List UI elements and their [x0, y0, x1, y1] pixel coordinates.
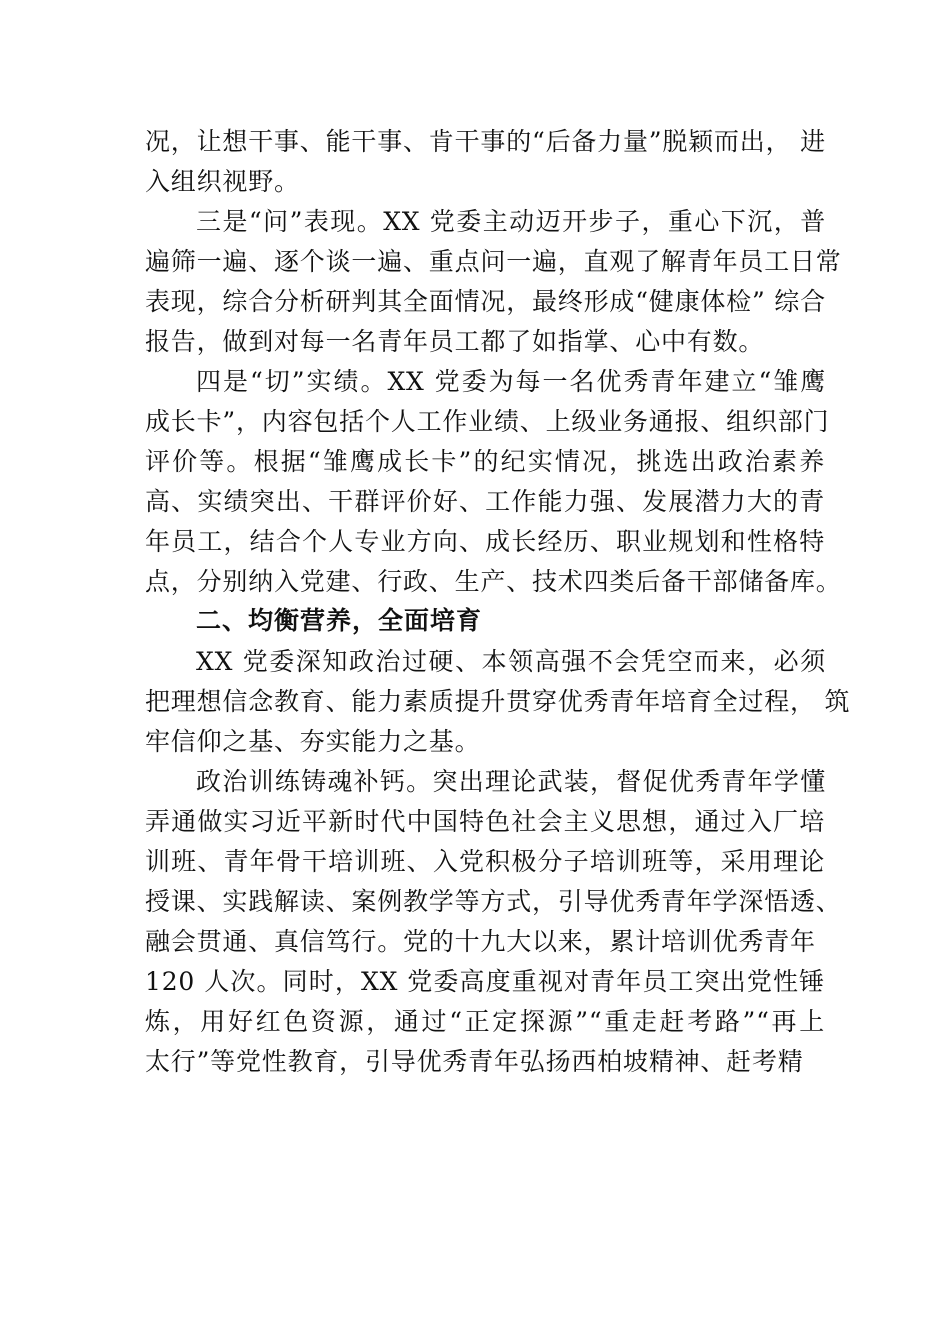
text-line: 炼，用好红色资源，通过“正定探源”“重走赶考路”“再上 — [145, 1007, 825, 1036]
text-line: 120 人次。同时，XX 党委高度重视对青年员工突出党性锤 — [145, 967, 825, 996]
text-line: 况，让想干事、能干事、肯干事的“后备力量”脱颖而出， 进 — [145, 127, 826, 156]
text-line: 太行”等党性教育，引导优秀青年弘扬西柏坡精神、赶考精 — [145, 1047, 804, 1076]
text-line: 报告，做到对每一名青年员工都了如指掌、心中有数。 — [145, 327, 765, 356]
text-line: 弄通做实习近平新时代中国特色社会主义思想，通过入厂培 — [145, 807, 825, 836]
text-line: 点，分别纳入党建、行政、生产、技术四类后备干部储备库。 — [145, 567, 842, 596]
text-line: 评价等。根据“雏鹰成长卡”的纪实情况，挑选出政治素养 — [145, 447, 825, 476]
text-line: 入组织视野。 — [145, 167, 300, 196]
text-line: 遍筛一遍、逐个谈一遍、重点问一遍，直观了解青年员工日常 — [145, 247, 842, 276]
text-line: 成长卡”，内容包括个人工作业绩、上级业务通报、组织部门 — [145, 407, 830, 436]
paragraph-start-line: XX 党委深知政治过硬、本领高强不会凭空而来，必须 — [196, 647, 826, 676]
paragraph-start-line: 四是“切”实绩。XX 党委为每一名优秀青年建立“雏鹰 — [196, 367, 826, 396]
paragraph-start-line: 政治训练铸魂补钙。突出理论武装，督促优秀青年学懂 — [196, 767, 826, 796]
text-line: 表现，综合分析研判其全面情况，最终形成“健康体检” 综合 — [145, 287, 826, 316]
text-line: 训班、青年骨干培训班、入党积极分子培训班等，采用理论 — [145, 847, 825, 876]
text-line: 授课、实践解读、案例教学等方式，引导优秀青年学深悟透、 — [145, 887, 842, 916]
text-line: 年员工，结合个人专业方向、成长经历、职业规划和性格特 — [145, 527, 825, 556]
section-heading: 二、均衡营养，全面培育 — [196, 606, 483, 635]
text-line: 融会贯通、真信笃行。党的十九大以来，累计培训优秀青年 — [145, 927, 816, 956]
paragraph-start-line: 三是“问”表现。XX 党委主动迈开步子，重心下沉，普 — [196, 207, 826, 236]
text-line: 牢信仰之基、夯实能力之基。 — [145, 727, 481, 756]
text-line: 把理想信念教育、能力素质提升贯穿优秀青年培育全过程， 筑 — [145, 687, 851, 716]
text-line: 高、实绩突出、干群评价好、工作能力强、发展潜力大的青 — [145, 487, 825, 516]
